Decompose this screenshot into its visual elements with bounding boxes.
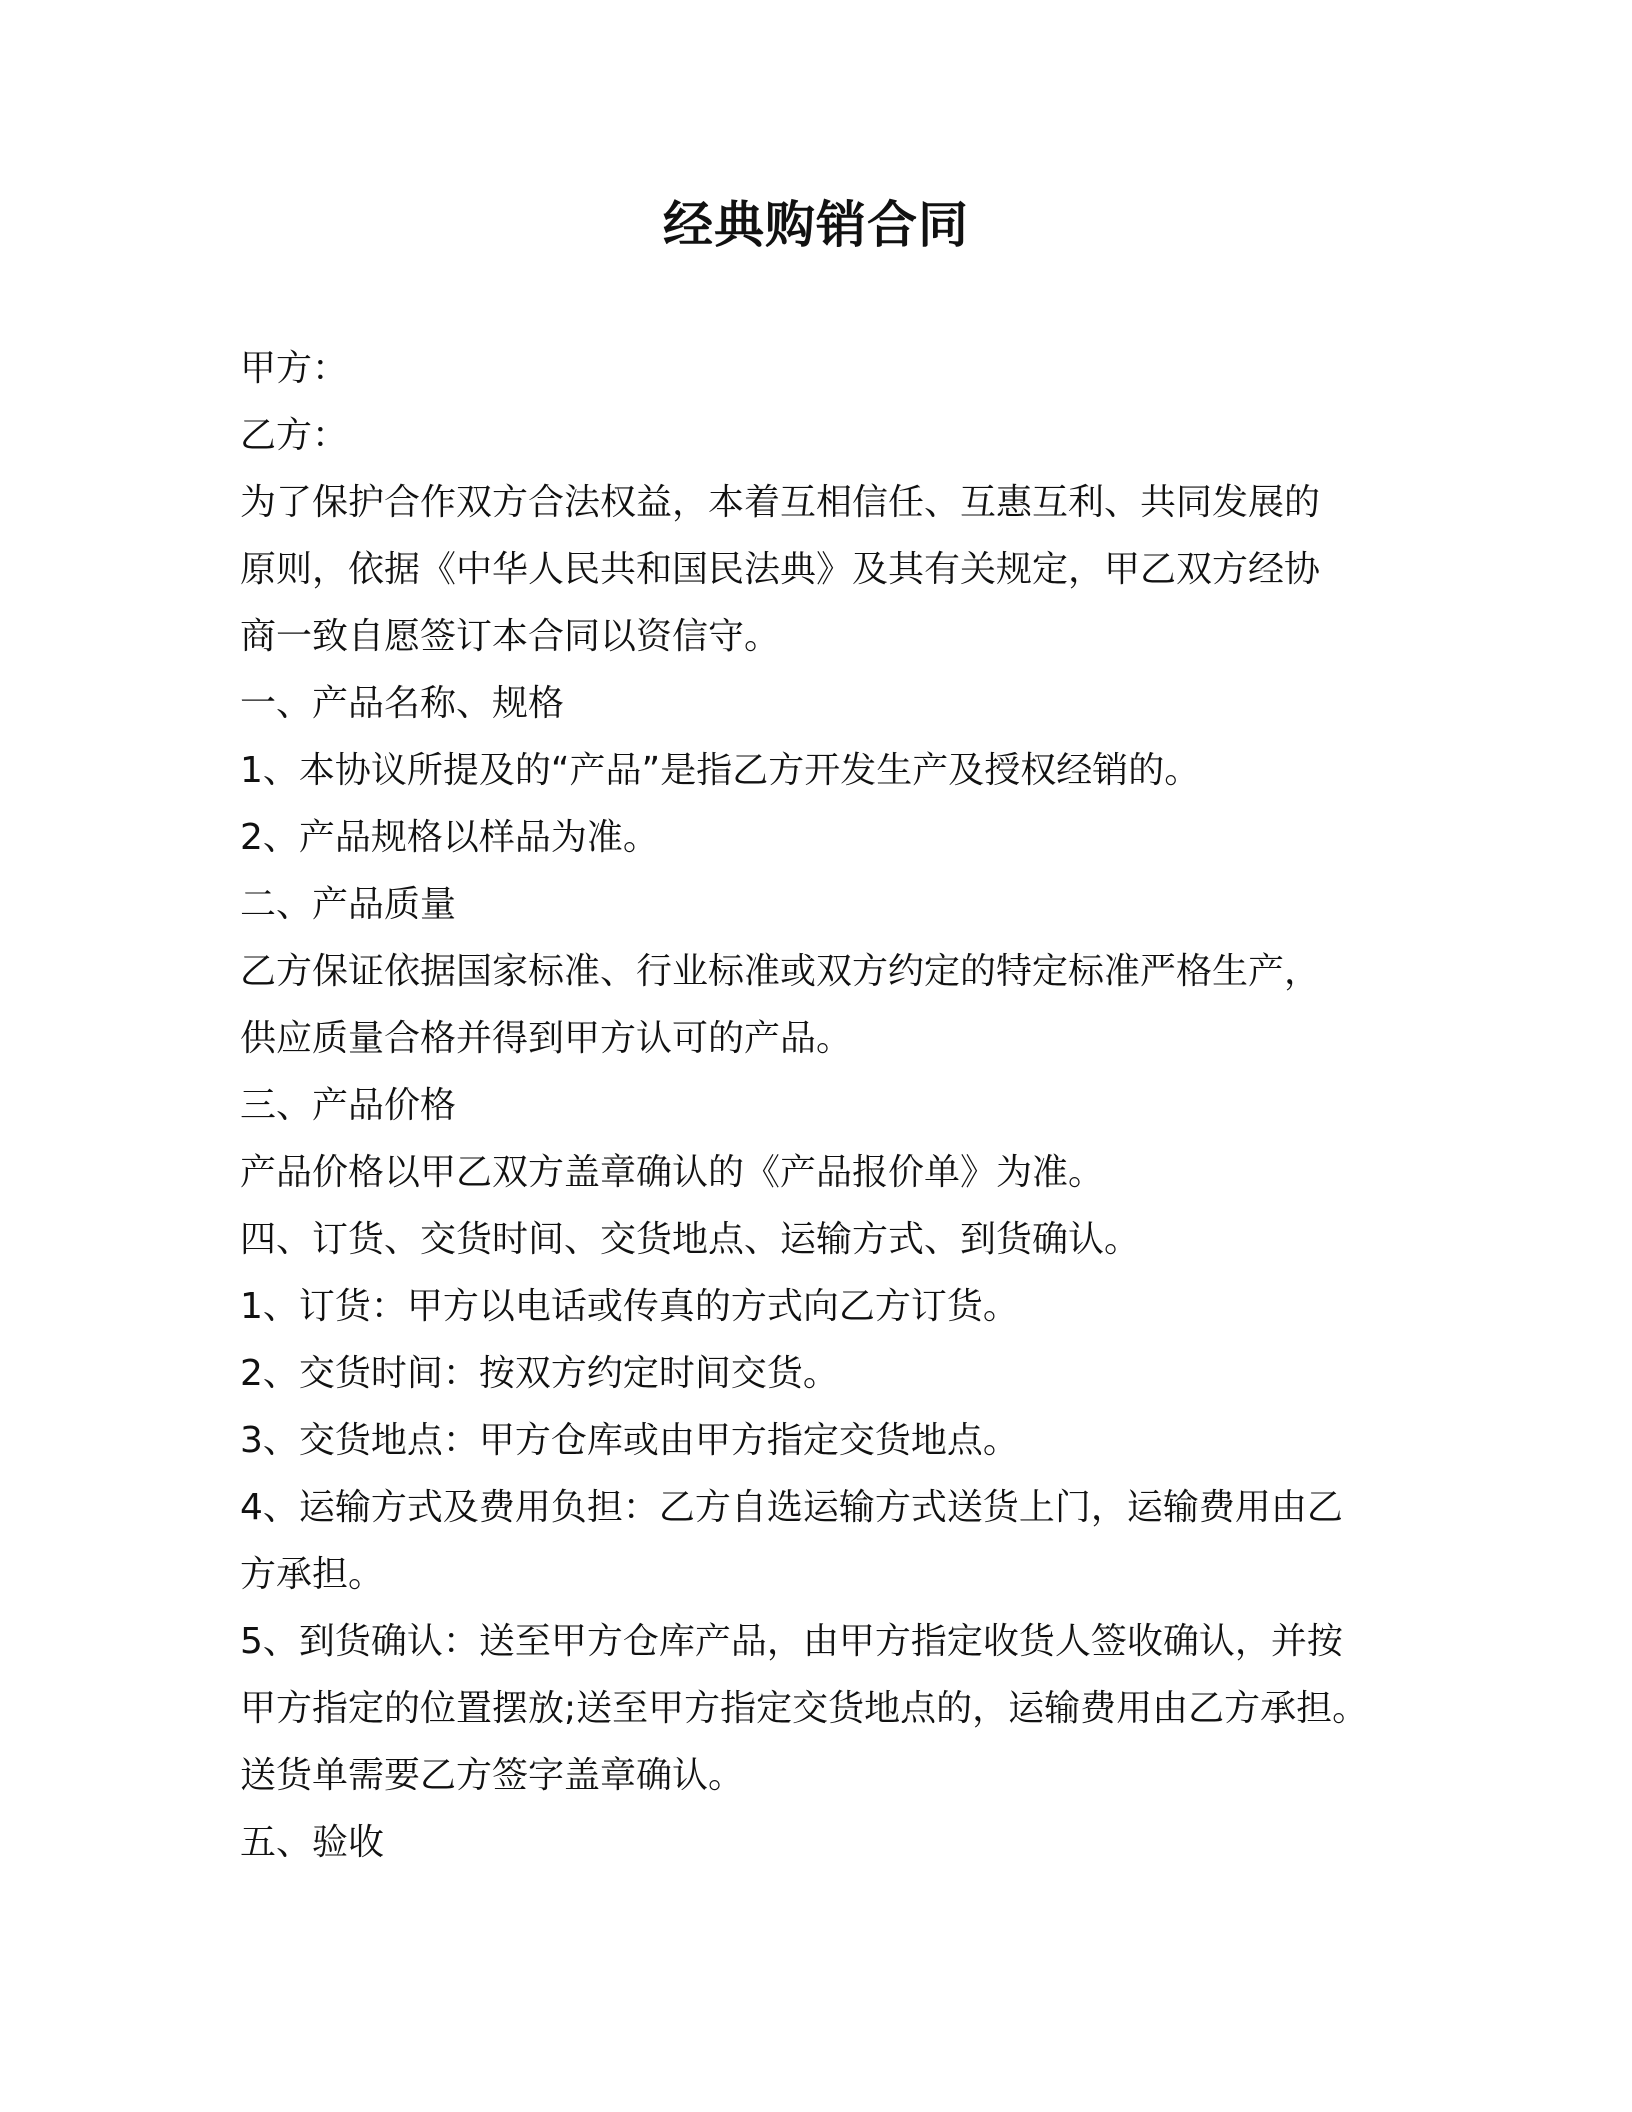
party-a-line: 甲方：: [240, 348, 349, 389]
clause-line: 甲方指定的位置摆放;送至甲方指定交货地点的，运输费用由乙方承担。: [240, 1688, 1369, 1729]
document-title: 经典购销合同: [663, 196, 969, 254]
clause-line: 供应质量合格并得到甲方认可的产品。: [240, 1018, 853, 1059]
party-b-line: 乙方：: [240, 415, 349, 456]
section-heading: 二、产品质量: [240, 884, 457, 925]
section-heading: 一、产品名称、规格: [240, 683, 565, 724]
section-heading: 四、订货、交货时间、交货地点、运输方式、到货确认。: [240, 1219, 1141, 1260]
clause-line: 方承担。: [240, 1554, 385, 1595]
section-heading: 五、验收: [240, 1822, 385, 1863]
clause-line: 1、订货：甲方以电话或传真的方式向乙方订货。: [240, 1286, 1019, 1327]
clause-line: 乙方保证依据国家标准、行业标准或双方约定的特定标准严格生产，: [240, 951, 1321, 992]
document-body: [240, 335, 1400, 1876]
preamble-line: 原则，依据《中华人民共和国民法典》及其有关规定，甲乙双方经协: [240, 549, 1321, 590]
clause-line: 3、交货地点：甲方仓库或由甲方指定交货地点。: [240, 1420, 1019, 1461]
clause-line: 产品价格以甲乙双方盖章确认的《产品报价单》为准。: [240, 1152, 1105, 1193]
section-heading: 三、产品价格: [240, 1085, 457, 1126]
clause-line: 4、运输方式及费用负担：乙方自选运输方式送货上门，运输费用由乙: [240, 1487, 1343, 1528]
preamble-line: 商一致自愿签订本合同以资信守。: [240, 616, 781, 657]
clause-line: 送货单需要乙方签字盖章确认。: [240, 1755, 745, 1796]
clause-line: 2、产品规格以样品为准。: [240, 817, 659, 858]
clause-line: 2、交货时间：按双方约定时间交货。: [240, 1353, 839, 1394]
clause-line: 5、到货确认：送至甲方仓库产品，由甲方指定收货人签收确认，并按: [240, 1621, 1343, 1662]
clause-line: 1、本协议所提及的“产品”是指乙方开发生产及授权经销的。: [240, 750, 1201, 791]
preamble-line: 为了保护合作双方合法权益，本着互相信任、互惠互利、共同发展的: [240, 482, 1321, 523]
